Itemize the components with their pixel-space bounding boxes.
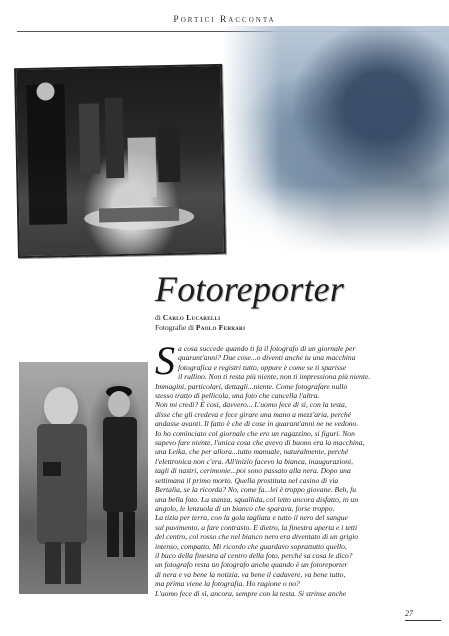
- article-byline: [155, 313, 445, 333]
- portrait-figures: [19, 362, 148, 594]
- body-line: un fotografo resta un fotografo anche quando è un fotoreporter: [155, 560, 348, 570]
- body-line: disse che gli credeva e fece girare una mano a mezz'aria, perché: [155, 409, 352, 419]
- body-line: fotografica e registri tutto, oppure è come se ti sparisse: [178, 362, 347, 372]
- body-line: settimana il primo morto. Quella prostituta nel casino di via: [155, 475, 339, 485]
- reporter-portrait-photo: [19, 362, 148, 594]
- crime-scene-photo: [14, 64, 226, 258]
- crime-scene-figures: [16, 66, 224, 256]
- body-line: La tizia per terra, con la gola tagliata e tutto il nero del sangue: [155, 513, 348, 523]
- body-line: Immagini, particolari, dettagli...niente. Come fotografare nullo: [155, 381, 348, 391]
- drop-cap-letter: S: [155, 338, 175, 383]
- photographer-name: Paolo Ferrari: [195, 323, 246, 332]
- body-line: stesso tratto di pellicola, una foto che cancella l'altra.: [155, 391, 320, 401]
- body-line: ma prima viene la fotografia. Ho ragione o no?: [155, 579, 300, 589]
- article-body: [155, 338, 442, 598]
- body-line: sul pavimento, a fare contrasto. E dietro, la finestra aperta e i tetti: [155, 522, 358, 532]
- body-line: andasse avanti. Il fatto è che di cose in quarant'anni ne ne vedono.: [155, 419, 359, 429]
- body-line: quarant'anni? Due cose...o diventi anche tu una macchina: [178, 353, 356, 363]
- author-line: [155, 313, 445, 323]
- body-line: il rullino. Non ti resta più niente, non ti impressiona più niente.: [178, 372, 371, 382]
- body-line: l'elettronica non c'era. All'inizio facevo la bianca, inaugurazioni,: [155, 456, 354, 466]
- article-title: Fotoreporter: [155, 269, 345, 309]
- body-line: L'uomo fece di sì, ancora, sempre con la testa. Si strinse anche: [155, 588, 347, 598]
- body-line: di nera e va bene la notizia, va bene il cadavere, va bene tutto,: [155, 569, 346, 579]
- body-line: Non mi credi? È così, davvero... L'uomo fece di sì, con la testa,: [155, 400, 347, 410]
- article-body-lines: [155, 338, 442, 598]
- body-line: una bella foto. La stanza, squallida, col letto ancora disfatto, in un: [155, 494, 359, 504]
- page-number: 27: [405, 609, 413, 618]
- body-line: intenso, compatto. Mi ricordo che guardavo soprattutto quello,: [155, 541, 347, 551]
- body-line: tagli di nastri, cerimonie...poi sono passato alla nera. Dopo una: [155, 466, 351, 476]
- body-line: il buco della finestra al centro della foto, perché sa cosa le dico?: [155, 550, 353, 560]
- body-line: una Leika, che per allora...tutto manuale, naturalmente, perché: [155, 447, 349, 457]
- body-line: angolo, le lenzuola di un bianco che sparava, forse troppo.: [155, 503, 335, 513]
- photo-fade-overlay: [222, 185, 449, 255]
- photographer-line: [155, 323, 445, 333]
- body-line: Bertalia, se la ricorda? No, come fa...lei è troppo giovane. Beh, fu: [155, 485, 357, 495]
- body-line: sapevo fare niente, l'unica cosa che avevo di buono era la macchina,: [155, 438, 365, 448]
- author-name: Carlo Lucarelli: [162, 313, 221, 322]
- byline-prefix: di: [155, 313, 161, 322]
- body-line: a cosa succede quando ti fa il fotografo di un giornale per: [178, 344, 356, 353]
- photo-credit-prefix: Fotografie di: [155, 323, 194, 332]
- body-line: del centro, col rosso che nel bianco nero era diventato di un grigio: [155, 532, 359, 542]
- section-header: Portici Racconta: [173, 15, 276, 25]
- body-line: Io ho cominciato col giornale che ero un ragazzino, si figuri. Non: [155, 428, 355, 438]
- page-number-rule: [405, 620, 441, 621]
